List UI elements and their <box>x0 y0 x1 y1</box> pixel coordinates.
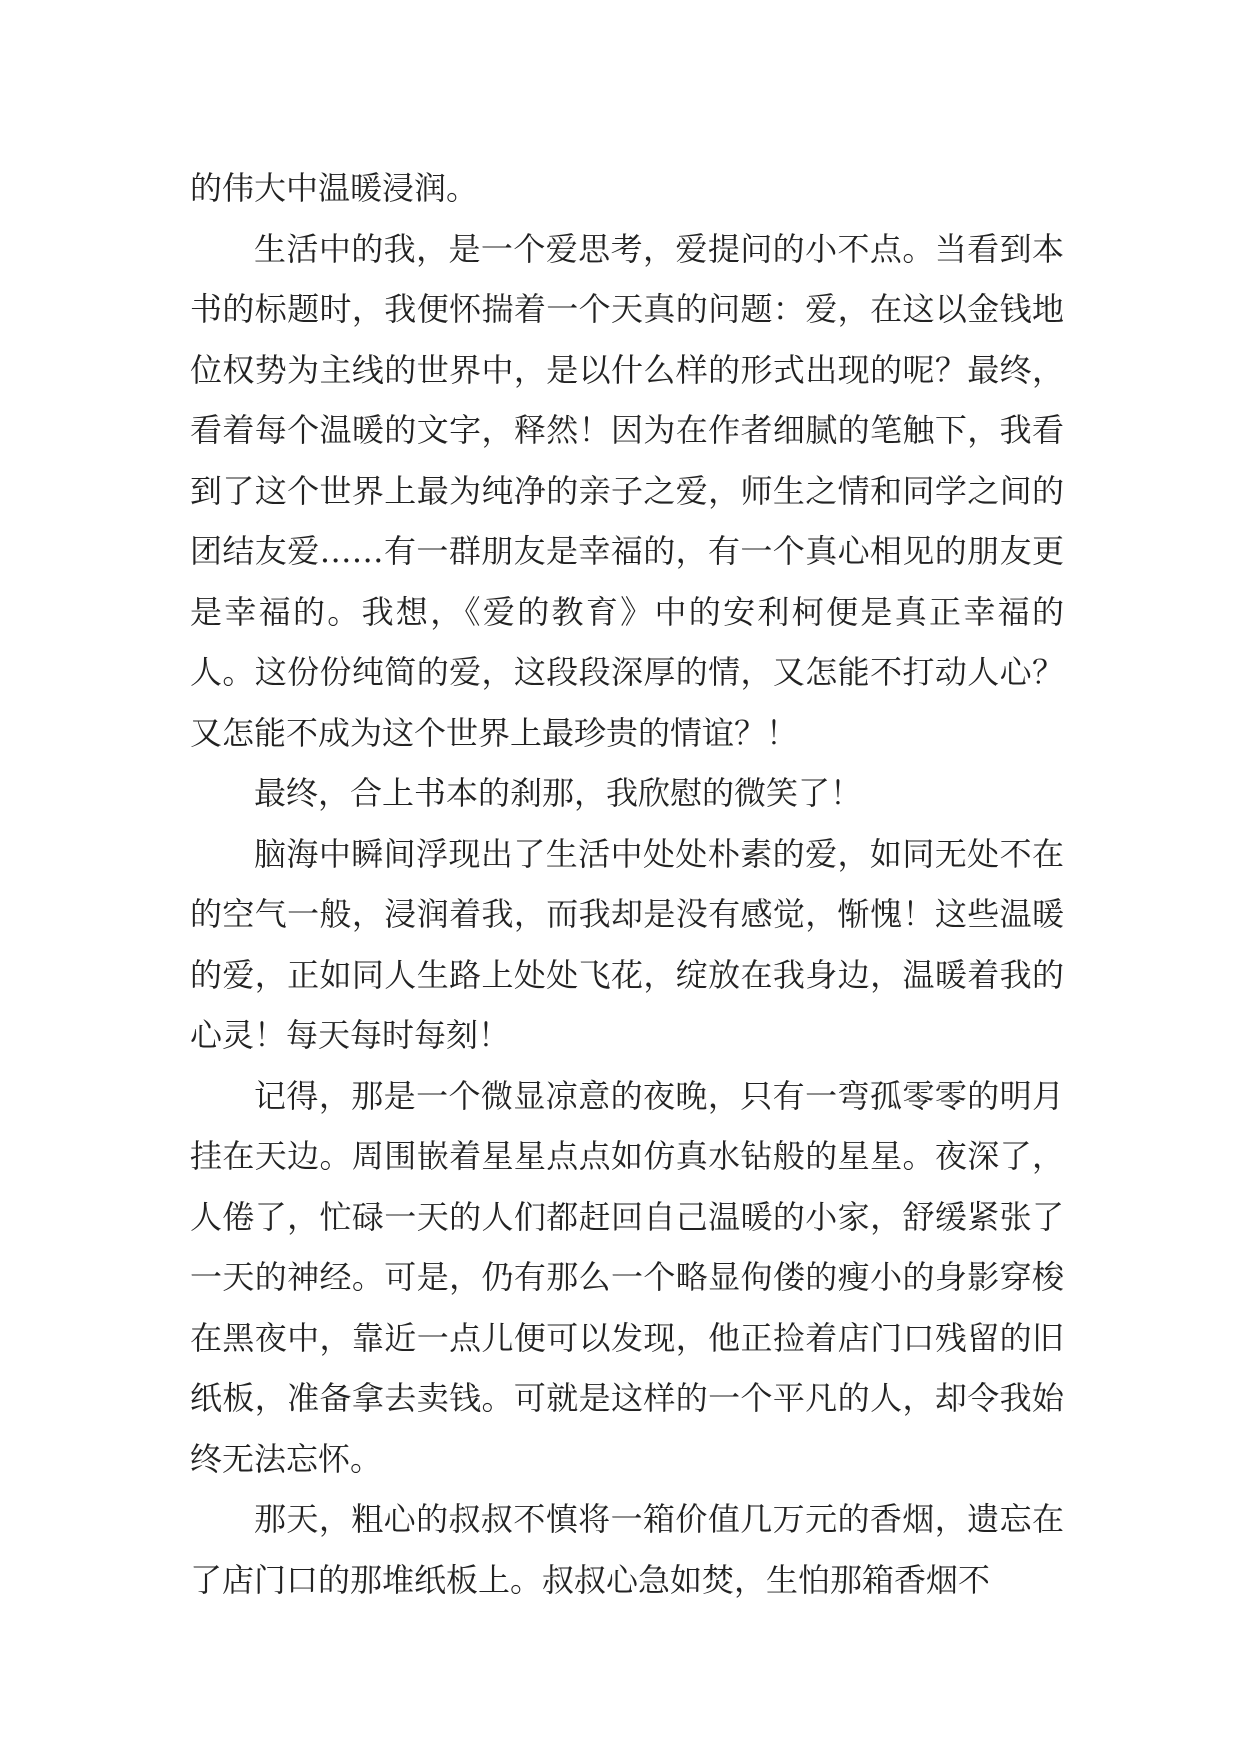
paragraph: 生活中的我，是一个爱思考，爱提问的小不点。当看到本书的标题时，我便怀揣着一个天真的问题：爱，在这以金钱地位权势为主线的世界中，是以什么样的形式出现的呢？最终，看着每个温暖的文字，释然！因为在作者细腻的笔触下，我看到了这个世界上最为纯净的亲子之爱，师生之情和同学之间的团结友爱……有一群朋友是幸福的，有一个真心相见的朋友更是幸福的。我想，《爱的教育》中的安利柯便是真正幸福的人。这份份纯简的爱，这段段深厚的情，又怎能不打动人心？又怎能不成为这个世界上最珍贵的情谊？！ <box>190 229 1064 752</box>
paragraph: 最终，合上书本的刹那，我欣慰的微笑了！ <box>254 774 863 812</box>
paragraph-continued: 的伟大中温暖浸润。 <box>190 169 479 207</box>
paragraph: 那天，粗心的叔叔不慎将一箱价值几万元的香烟，遗忘在了店门口的那堆纸板上。叔叔心急如焚，生怕那箱香烟不 <box>190 1500 1064 1599</box>
paragraph: 记得，那是一个微显凉意的夜晚，只有一弯孤零零的明月挂在天边。周围嵌着星星点点如仿真水钻般的星星。夜深了，人倦了，忙碌一天的人们都赶回自己温暖的小家，舒缓紧张了一天的神经。可是，仍有那么一个略显佝偻的瘦小的身影穿梭在黑夜中，靠近一点儿便可以发现，他正捡着店门口残留的旧纸板，准备拿去卖钱。可就是这样的一个平凡的人，却令我始终无法忘怀。 <box>190 1076 1064 1478</box>
paragraph: 脑海中瞬间浮现出了生活中处处朴素的爱，如同无处不在的空气一般，浸润着我，而我却是没有感觉，惭愧！这些温暖的爱，正如同人生路上处处飞花，绽放在我身边，温暖着我的心灵！每天每时每刻！ <box>190 834 1064 1054</box>
document-body <box>190 158 1064 1610</box>
